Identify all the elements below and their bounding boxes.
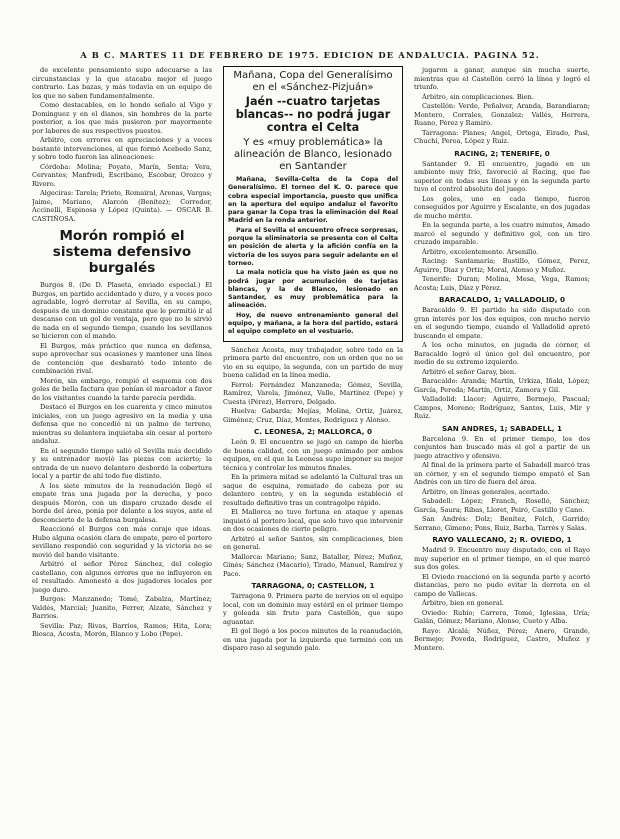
article-paragraph: Arbitro, con errores en apreciaciones y a veces bastante intervenciones, al que formó Acebedo Sanz, y sobre todo fueron las alineaciones: — [32, 136, 212, 161]
article-paragraph: Reaccionó el Burgos con más coraje que ideas. Hubo alguna ocasión clara de empate, pero el portero sevillano respondió con seguridad y la victoria no se movió del bando visitante. — [32, 525, 212, 559]
lineup-paragraph: Tenerife: Duran; Molina, Mesa, Vega, Ramos; Acosta; Luis, Díaz y Pérez. — [414, 275, 590, 292]
article-paragraph: de excelente pensamiento supo adecuarse a las circunstancias y la que atacaba mejor el juego contrario. Las bazas, y más todavía en un equipo de los que no saben fundamentalmente. — [32, 66, 212, 100]
article-paragraph: En la primera mitad se adelantó la Cultural tras un saque de esquina, rematado de cabeza por su delantero centro, y en la segunda estableció el resultado definitivo tras un contragolpe rápido. — [223, 473, 403, 507]
lineup-paragraph: Córdoba: Molina; Poyato, Marín, Senta; Vera, Cervantes; Manfredi, Escribano, Escobar, Orozco y Rivero. — [32, 162, 212, 188]
article-paragraph: Árbitro, sin complicaciones. Bien. — [422, 92, 534, 101]
article-paragraph: Burgos 8. (De D. Plaseta, enviado especial.) El Burgos, en partido accidentado y duro, y a veces poco agradable, logró derrotar al Sevilla, en su campo, después de un dominio constante que le permitió ir al descanso con un gol de ventaja, pero que no le sirvió de nada en el segundo tiempo, cuando los sevillanos se hicieron con el mando. — [32, 281, 212, 340]
article-paragraph: Los goles, uno en cada tiempo, fueron conseguidos por Aguirre y Escalante, en dos jugadas de mucho mérito. — [414, 194, 590, 220]
lineup-paragraph: Baracaldo: Aranda; Martín, Urkiza, Iñaki, López; García, Pereda; Martín, Ortiz, Zamora y Gil. — [414, 377, 590, 394]
article-paragraph: Arbitró el señor Garay, bien. — [422, 367, 517, 376]
lineup-paragraph: Castellón: Verde, Peñalver, Aranda, Barandiaran; Montero, Corrales, Gonzalez; Vallés, Herrera, Ruano, Pérez y Ramiro. — [414, 102, 590, 127]
article-paragraph: En el segundo tiempo salió el Sevilla más decidido y su entrenador movió las piezas con acierto; la entrada de un nuevo delantero desbordó la cobertura local y a partir de ahí todo fue distinto. — [32, 446, 212, 480]
article-paragraph: Santander 9. El encuentro, jugado en un ambiente muy frío, favoreció al Racing, que fue superior en todas sus líneas y en la segunda parte tuvo el control absoluto del juego. — [414, 159, 590, 193]
lineup-paragraph: Algeciras: Tarela; Prieto, Romairal, Arenas, Vargas; Jaime, Mariano, Alarcón (Benítez); Corredor, Accinelli, Espinosa y López (Quinta). — OSCAR B. CASTIÑOSA. — [32, 189, 212, 223]
article-paragraph: Barcelona 9. En el primer tiempo, los dos conjuntos han buscado más el gol a partir de un juego atractivo y ofensivo. — [414, 434, 590, 460]
box-kicker: Mañana, Copa del Generalísimo en el «Sánchez-Pizjuán» — [233, 70, 393, 93]
article-paragraph: Destacó el Burgos en los cuarenta y cinco minutos iniciales, con un juego agresivo en la media y una defensa que no concedió ni un palmo de terreno, mientras su delantera inquietaba sin cesar al portero andaluz. — [32, 403, 212, 445]
lineup-paragraph: San Andrés: Dolz; Benítez, Folch, Garrido; Serrano, Gimeno; Pons, Ruiz, Barba, Tarrés y Salas. — [414, 515, 590, 532]
lineup-paragraph: Ferrol: Fernández Manzaneda; Gómez, Sevilla, Ramírez, Varela, Jiménez, Valle, Martinez (Pepe) y Cuesta (Pérez), Herrero, Delgado. — [223, 380, 403, 406]
article-paragraph: Madrid 9. Encuentro muy disputado, con el Rayo muy superior en el primer tiempo, en el que marcó sus dos goles. — [414, 546, 590, 571]
page-header: A B C. MARTES 11 DE FEBRERO DE 1975. EDICION DE ANDALUCIA. PAGINA 52. — [80, 50, 540, 60]
lineup-paragraph: Tarragona: Planes; Angel, Ortega, Eirado, Pasi, Chuchí, Perea, López y Ruiz. — [414, 128, 590, 145]
article-paragraph: Tarragona 9. Primera parte de nervios en el equipo local, con un dominio muy estéril en el primer tiempo y goleada sin fruto para Castellón, que supo aguantar. — [223, 592, 403, 626]
article-paragraph: A los ocho minutos, en jugada de córner, el Baracaldo logró el único gol del encuentro, por medio de su extremo izquierdo. — [414, 341, 590, 366]
article-paragraph: Al final de la primera parte el Sabadell marcó tras un córner, y en el segundo tiempo empató el San Andrés con un tiro de fuera del área. — [414, 461, 590, 486]
lineup-paragraph: Mallorca: Mariano; Sanz, Bataller, Pérez; Muñoz, Ginés; Sánchez (Macario), Tirado, Manuel, Ramírez y Paco. — [223, 552, 403, 578]
match-heading: RACING, 2; TENERIFE, 0 — [454, 148, 550, 158]
article-paragraph: jugaron a ganar, aunque sin mucha suerte, mientras que el Castellón cerró la línea y logró el triunfo. — [414, 66, 590, 91]
boxed-article — [223, 66, 403, 342]
article-paragraph: El gol llegó a los pocos minutos de la reanudación, en una jugada por la izquierda que terminó con un disparo raso al segundo palo. — [223, 627, 403, 653]
article-paragraph: Árbitro, en líneas generales, acertado. — [422, 487, 550, 496]
match-heading: BARACALDO, 1; VALLADOLID, 0 — [439, 295, 565, 304]
article-paragraph: Como destacables, en lo hondo señalo al Vigo y Dominguez y en el dianos, sin hombres de la parte posterior, a los que más pusieron por mayormente por labores de sus respectivos puestos. — [32, 101, 212, 135]
article-paragraph: Mañana, Sevilla-Celta de la Copa del Generalísimo. El torneo del K. O. parece que cobra especial importancia, puesto que unifica en la apertura del equipo andaluz el favorito para ganar la Copa tras la eliminación del Real Madrid en la ronda anterior. — [228, 176, 398, 225]
article-paragraph: El Mallorca no tuvo fortuna en ataque y apenas inquietó al portero local, que solo tuvo que intervenir en dos ocasiones de cierto peligro. — [223, 508, 403, 534]
lineup-paragraph: Rayo: Alcalá; Núñez, Pérez; Anero, Grande, Bermejo; Poveda, Rodríguez, Castro, Muñoz y Montero. — [414, 626, 590, 652]
column-left — [32, 66, 212, 836]
lineup-paragraph: Sabadell: López; Franch, Roselló, Sánchez; García, Saura; Ribas, Lloret, Peiró, Castillo y Cano. — [414, 497, 590, 514]
article-paragraph: El Oviedo reaccionó en la segunda parte y acortó distancias, pero no pudo evitar la derrota en el campo de Vallecas. — [414, 572, 590, 598]
lineup-paragraph: Sevilla: Paz; Rivas, Barrios, Ramos; Hita, Lora; Biosca, Acosta, Morón, Blanco y Lobo (Pepe). — [32, 621, 212, 638]
column-middle — [223, 66, 403, 836]
article-paragraph: Morón, sin embargo, rompió el esquema con dos goles de bella factura que ponían el marcador a favor de los visitantes cuando la tarde parecía perdida. — [32, 376, 212, 402]
lineup-paragraph: Burgos: Manzanedo; Tomé, Zabalza, Martínez; Valdés, Marcial; Juanito, Ferrer, Alzate, Sánchez y Barrios. — [32, 595, 212, 620]
article-paragraph: Arbitró el señor Santos, sin complicaciones, bien en general. — [223, 534, 403, 552]
box-subheadline: Y es «muy problemática» la alineación de Blanco, lesionado en Santander — [234, 137, 392, 172]
article-paragraph: Sánchez Acosta, muy trabajador, sobre todo en la primera parte del encuentro, con un orden que no se vio en su equipo, la segunda, con un partido de muy buena calidad en la línea media. — [223, 345, 403, 380]
lineup-paragraph: Huelva: Gabarda; Mejías, Molina, Ortiz, Juárez, Giménez; Cruz, Díaz, Montes, Rodríguez y Alonso. — [223, 407, 403, 424]
lineup-paragraph: Oviedo: Rubio; Carrera, Tomé, Iglesias, Uría; Galán, Gómez; Mariano, Alonso, Cueto y Alba. — [414, 608, 590, 625]
article-paragraph: En la segunda parte, a los cuatro minutos, Amado marcó el segundo y definitivo gol, con un tiro cruzado imparable. — [414, 221, 590, 246]
article-paragraph: La mala noticia que ha visto Jaén es que no podrá jugar por acumulación de tarjetas blancas, y la de Blanco, lesionado en Santander, es muy problemática para la alineación. — [228, 269, 398, 310]
column-right — [414, 66, 590, 836]
match-heading: RAYO VALLECANO, 2; R. OVIEDO, 1 — [432, 535, 572, 544]
box-body — [228, 176, 398, 337]
box-headline: Jaén --cuatro tarjetas blancas-- no podrá jugar contra el Celta — [235, 95, 391, 134]
article-paragraph: Hoy, de nuevo entrenamiento general del equipo, y mañana, a la hora del partido, estará el equipo completo en el vestuario. — [228, 311, 398, 336]
article-paragraph: Árbitro, bien en general. — [422, 599, 504, 607]
headline-moron: Morón rompió el sistema defensivo burgalés — [52, 228, 192, 276]
article-paragraph: Arbitró el señor Pérez Sánchez, del colegio castellano, con algunos errores que no influyeron en el resultado. Amonestó a dos jugadores locales por juego duro. — [32, 560, 212, 594]
article-paragraph: León 9. El encuentro se jugó en campo de hierba de buena calidad, con un juego animado por ambos equipos, en el que la Leonesa supo imponer su mejor técnica y controlar los minutos finales. — [223, 438, 403, 472]
match-heading: TARRAGONA, 0; CASTELLON, 1 — [251, 581, 375, 591]
article-paragraph: A los siete minutos de la reanudación llegó el empate tras una jugada por la derecha, y poco después Morón, con un disparo cruzado desde el borde del área, ponía por delante a los suyos, ante el desconcierto de la defensa burgalesa. — [32, 481, 212, 524]
match-heading: SAN ANDRES, 1; SABADELL, 1 — [441, 423, 563, 433]
lineup-paragraph: Valladolid: Llacer; Aguirre, Bermejo, Pascual; Campos, Moreno; Rodríguez, Santos, Luis, Mir y Ruiz. — [414, 395, 590, 420]
lineup-paragraph: Racing: Santamaría; Bustillo, Gómez, Perez, Aguirre, Diaz y Ortiz; Moral, Alonso y Muñoz. — [414, 257, 590, 274]
article-paragraph: Baracaldo 9. El partido ha sido disputado con gran interés por los dos equipos, con mucho nervio en el segundo tiempo, cuando el Valladolid apretó buscando el empate. — [414, 306, 590, 340]
article-paragraph: Árbitro, excelentemente. Arsenillo. — [422, 247, 539, 256]
match-heading: C. LEONESA, 2; MALLORCA, 0 — [254, 427, 372, 437]
article-paragraph: Para el Sevilla el encuentro ofrece sorpresas, porque la eliminatoria se presenta con el Celta en posición de alerta y la afición confía en la victoria de los suyos para seguir adelante en el torneo. — [228, 226, 398, 267]
article-paragraph: El Burgos, más práctico que nunca en defensa, supo aprovechar sus ocasiones y mantener una línea de contención que desbarató todo intento de combinación rival. — [32, 341, 212, 375]
